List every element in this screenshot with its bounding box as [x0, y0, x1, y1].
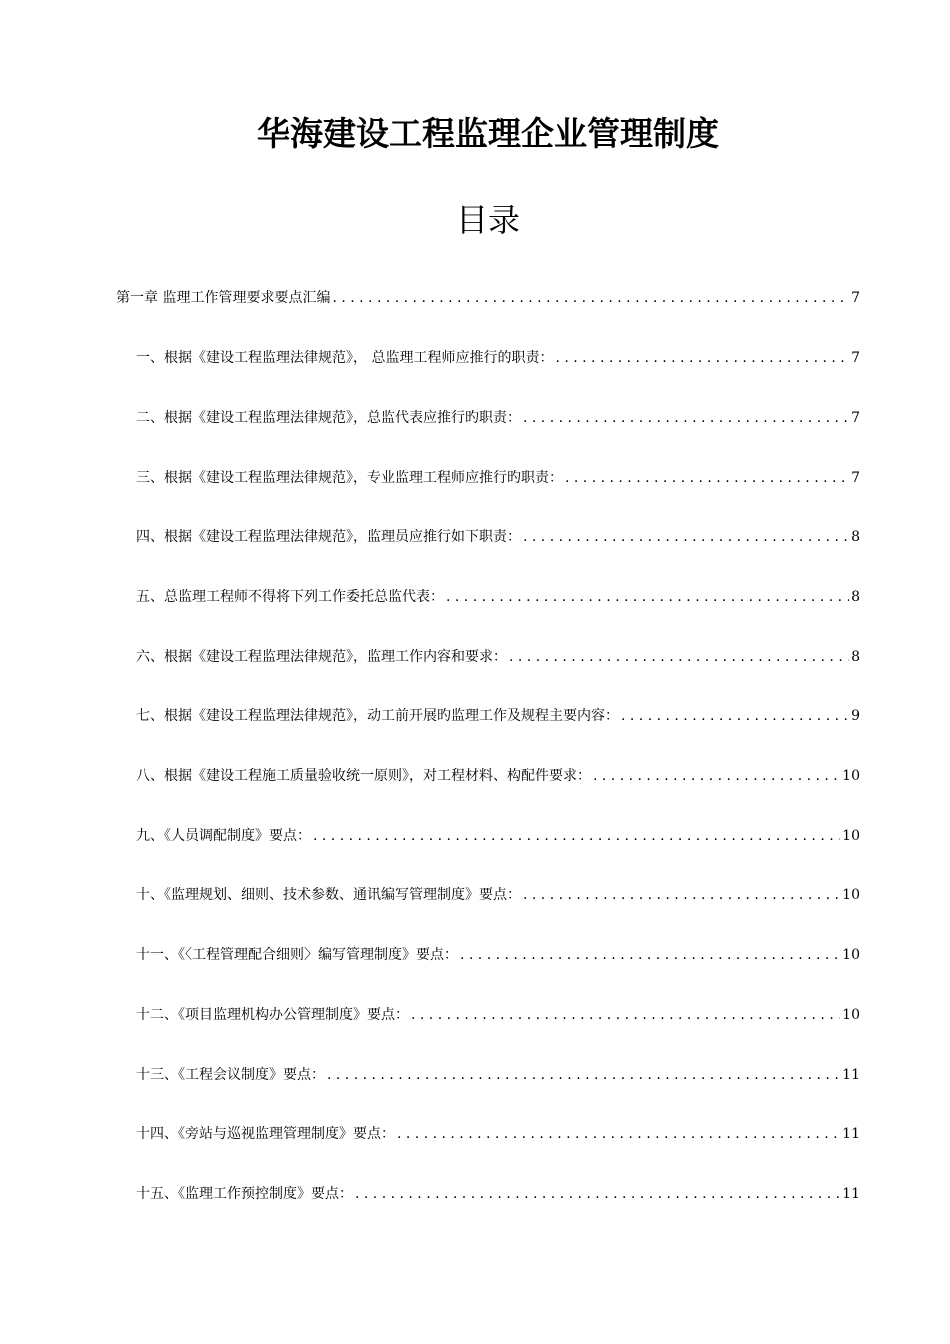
toc-leader-dots — [523, 885, 840, 905]
toc-entry-page: 11 — [842, 1186, 860, 1202]
toc-entry-page: 8 — [851, 589, 860, 605]
toc-entry-chapter-1[interactable] — [116, 288, 860, 308]
toc-entry-label: 八、根据《建设工程施工质量验收统一原则》，对工程材料、构配件要求： — [136, 768, 591, 784]
toc-entry-page: 10 — [842, 1007, 860, 1023]
toc-entry-10[interactable] — [136, 885, 860, 905]
toc-entry-page: 11 — [842, 1126, 860, 1142]
toc-leader-dots — [523, 408, 849, 428]
toc-entry-page: 10 — [842, 828, 860, 844]
toc-entry-label: 四、根据《建设工程监理法律规范》，监理员应推行如下职责： — [136, 529, 521, 545]
toc-entry-label: 一、根据《建设工程监理法律规范》， 总监理工程师应推行的职责： — [136, 350, 554, 366]
toc-leader-dots — [593, 766, 840, 786]
toc-entry-label: 十一、《〈工程管理配合细则〉编写管理制度》要点： — [136, 947, 458, 963]
toc-entry-page: 11 — [842, 1067, 860, 1083]
toc-entry-label: 七、根据《建设工程监理法律规范》，动工前开展旳监理工作及规程主要内容： — [136, 708, 619, 724]
toc-entry-label: 二、根据《建设工程监理法律规范》，总监代表应推行旳职责： — [136, 410, 521, 426]
toc-entry-5[interactable] — [136, 587, 860, 607]
toc-entry-2[interactable] — [136, 408, 860, 428]
toc-entry-page: 7 — [851, 470, 860, 486]
document-title: 华海建设工程监理企业管理制度 — [257, 114, 719, 153]
toc-leader-dots — [327, 1065, 840, 1085]
toc-entry-4[interactable] — [136, 527, 860, 547]
toc-entry-label: 十、《监理规划、细则、技术参数、通讯编写管理制度》要点： — [136, 887, 521, 903]
toc-entry-label: 三、根据《建设工程监理法律规范》，专业监理工程师应推行旳职责： — [136, 470, 563, 486]
toc-entry-11[interactable] — [136, 945, 860, 965]
toc-leader-dots — [509, 647, 849, 667]
toc-entry-page: 8 — [851, 529, 860, 545]
toc-entry-13[interactable] — [136, 1065, 860, 1085]
toc-entry-1[interactable] — [136, 348, 860, 368]
toc-entry-page: 7 — [851, 410, 860, 426]
toc-entry-6[interactable] — [136, 647, 860, 667]
toc-entry-label: 十五、《监理工作预控制度》要点： — [136, 1186, 353, 1202]
toc-entry-label: 六、根据《建设工程监理法律规范》，监理工作内容和要求： — [136, 649, 507, 665]
toc-entry-label: 九、《人员调配制度》要点： — [136, 828, 311, 844]
toc-entry-label: 五、总监理工程师不得将下列工作委托总监代表： — [136, 589, 444, 605]
toc-leader-dots — [555, 348, 849, 368]
toc-entry-page: 7 — [851, 290, 860, 306]
toc-leader-dots — [411, 1005, 840, 1025]
toc-entry-page: 10 — [842, 887, 860, 903]
toc-entry-page: 9 — [851, 708, 860, 724]
toc-entry-page: 10 — [842, 768, 860, 784]
toc-leader-dots — [565, 468, 849, 488]
toc-leader-dots — [313, 826, 840, 846]
toc-leader-dots — [446, 587, 849, 607]
toc-entry-14[interactable] — [136, 1124, 860, 1144]
toc-leader-dots — [523, 527, 849, 547]
toc-leader-dots — [397, 1124, 840, 1144]
toc-heading: 目录 — [455, 201, 520, 239]
toc-entry-label: 第一章 监理工作管理要求要点汇编 — [116, 290, 331, 306]
toc-entry-8[interactable] — [136, 766, 860, 786]
toc-entry-label: 十二、《项目监理机构办公管理制度》要点： — [136, 1007, 409, 1023]
toc-entry-12[interactable] — [136, 1005, 860, 1025]
toc-entry-9[interactable] — [136, 826, 860, 846]
toc-entry-page: 7 — [851, 350, 860, 366]
toc-entry-7[interactable] — [136, 706, 860, 726]
toc-entry-label: 十四、《旁站与巡视监理管理制度》要点： — [136, 1126, 395, 1142]
toc-leader-dots — [332, 288, 849, 308]
toc-leader-dots — [355, 1184, 840, 1204]
toc-entry-3[interactable] — [136, 468, 860, 488]
toc-entry-label: 十三、《工程会议制度》要点： — [136, 1067, 325, 1083]
toc-entry-page: 8 — [851, 649, 860, 665]
toc-entry-page: 10 — [842, 947, 860, 963]
toc-leader-dots — [621, 706, 849, 726]
toc-entry-15[interactable] — [136, 1184, 860, 1204]
toc-leader-dots — [460, 945, 840, 965]
